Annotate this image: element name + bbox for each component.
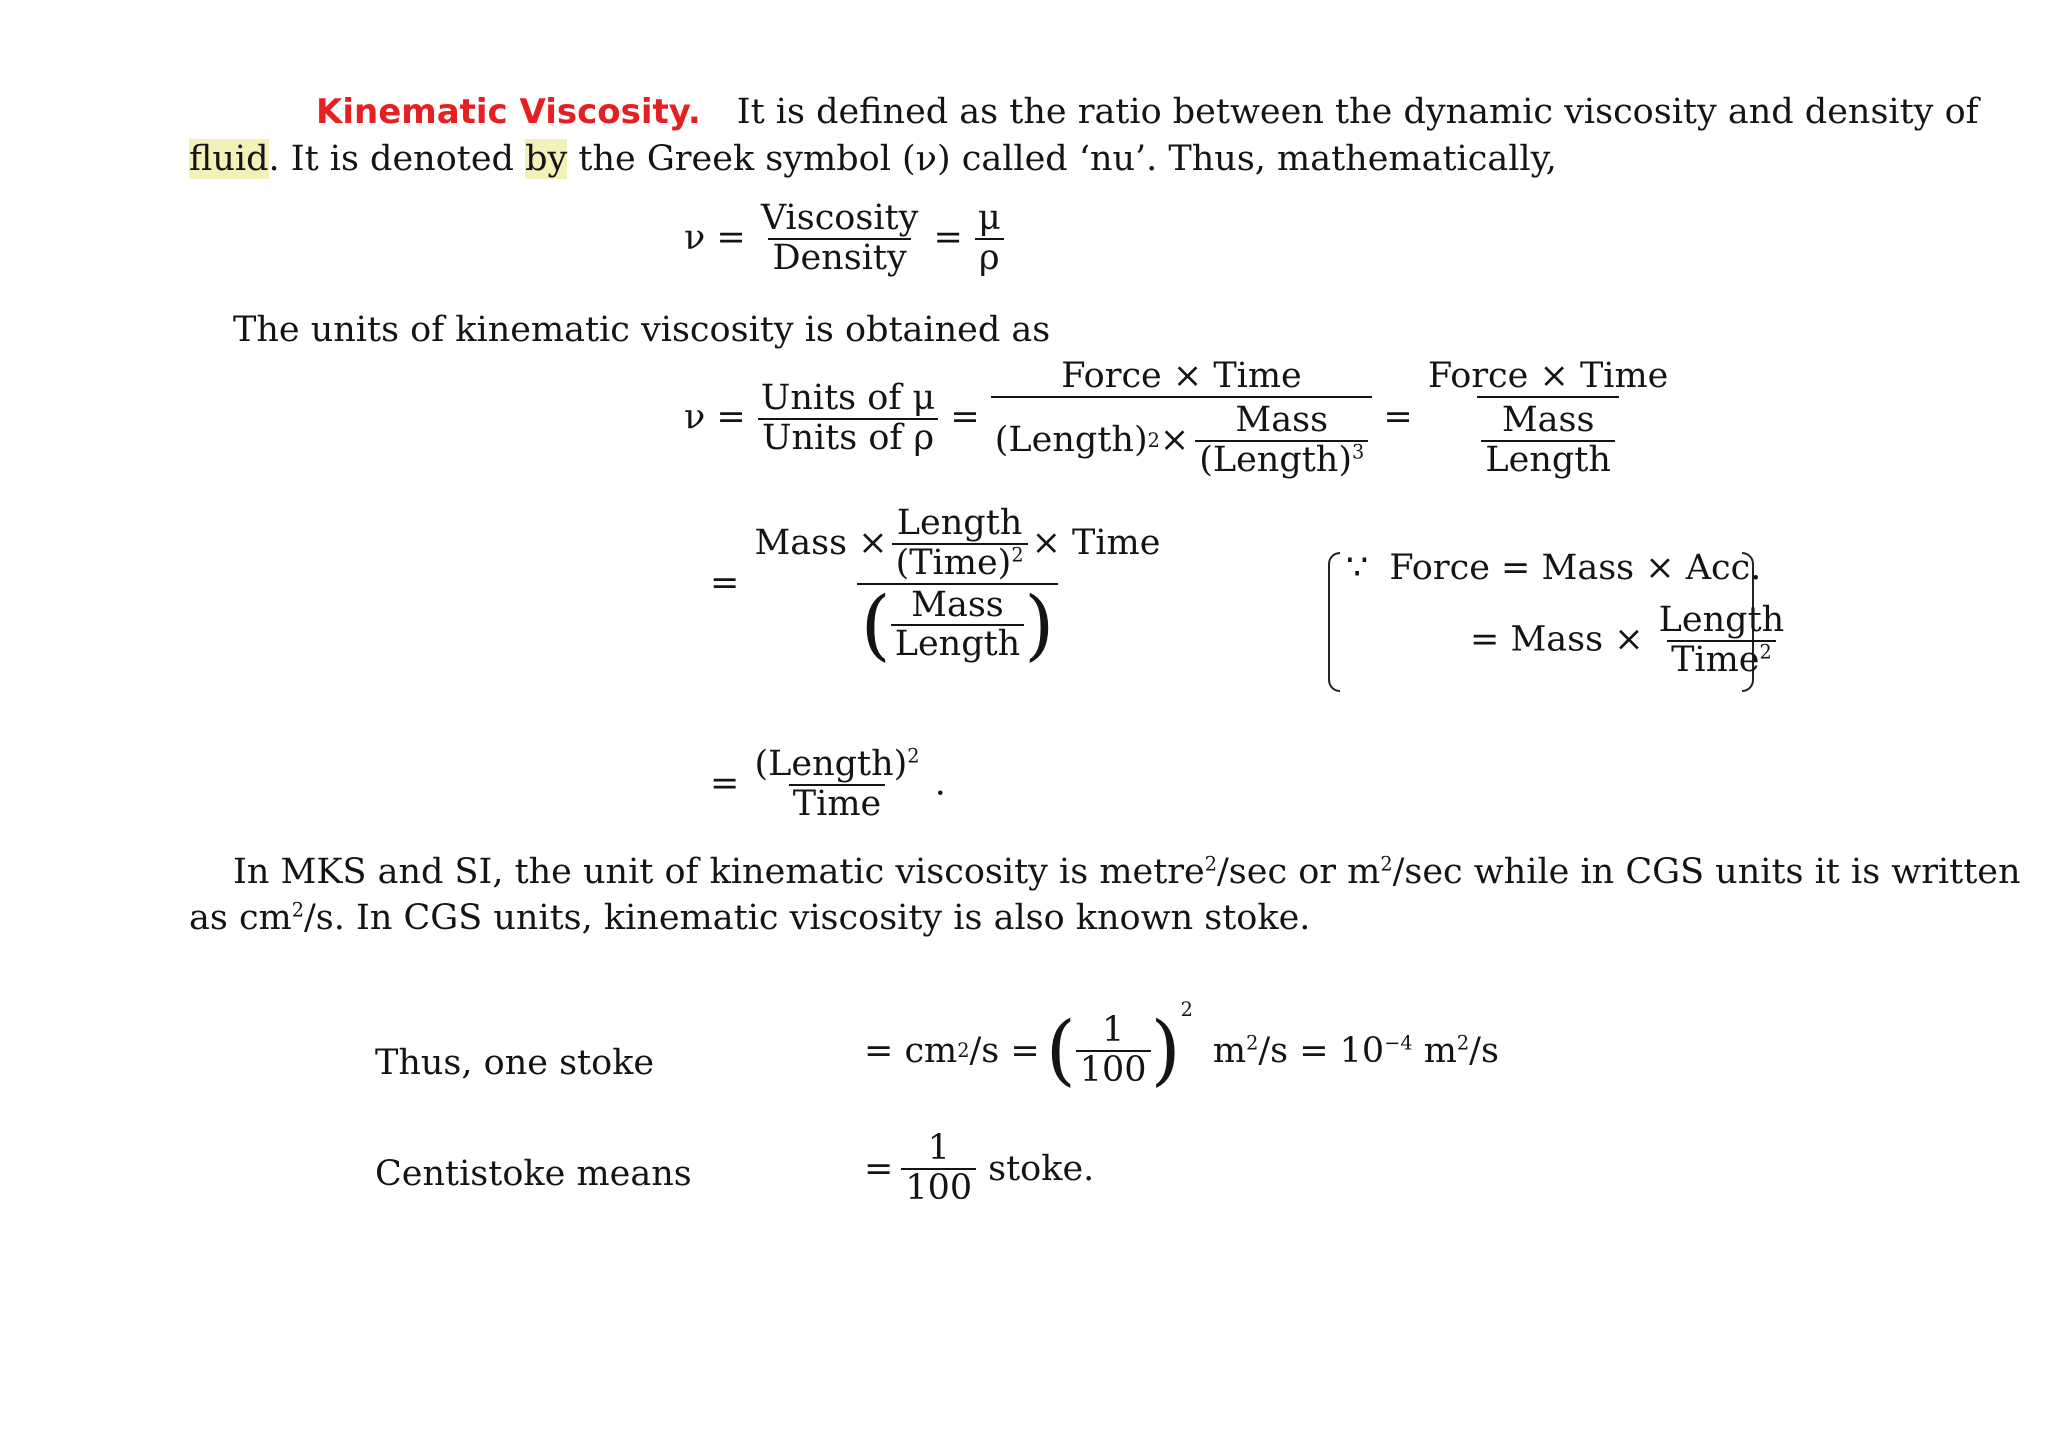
centistoke-label: Centistoke means bbox=[375, 1154, 692, 1194]
intro-text-2b: the Greek symbol (ν) called ‘nu’. Thus, mathematically, bbox=[567, 139, 1557, 179]
equals-sign: = bbox=[710, 763, 740, 804]
fraction-force-time-over-mass-length: $\frac{\text{Force × Time}}{\frac{\text{Mass}}{\text{Length}}}$ bbox=[1427, 356, 1669, 480]
paragraph-line-2: as $cm^2/s$. In CGS units, kinematic viscosity is also known stoke. bbox=[189, 898, 1311, 938]
fraction-mass-over-length-cubed: $\frac{\text{Mass}}{(Length)^3}$ bbox=[1195, 402, 1368, 480]
equals-sign: = bbox=[933, 217, 963, 258]
fraction-length-sq-over-time: $\frac{(Length)^2}{\text{Time}}$ bbox=[754, 744, 920, 824]
equals-sign: = bbox=[1383, 397, 1413, 438]
highlight-fluid: fluid bbox=[189, 139, 269, 179]
equation-units bbox=[684, 358, 1672, 479]
intro-text-1: It is defined as the ratio between the dynamic viscosity and density of bbox=[736, 92, 1979, 132]
equation-result: = $\frac{(Length)^2}{\text{Time}}$ . bbox=[710, 744, 946, 824]
equation-viscosity-ratio bbox=[684, 200, 1005, 278]
stoke-equation: = cm 2 /s = ( $\frac{1}{100}$ ) 2 $m^2/s = 10^{-4}$ $m^2/s$ bbox=[864, 998, 1499, 1096]
nu-lhs-2: ν = bbox=[684, 397, 746, 438]
equation-expanded bbox=[710, 503, 1164, 670]
equals-sign: = bbox=[950, 397, 980, 438]
stoke-label: Thus, one stoke bbox=[375, 1043, 655, 1083]
fraction-one-hundredth-2: $\frac{1}{100}$ bbox=[901, 1130, 976, 1208]
note-line-2: = Mass × $\frac{\text{Length}}{Time^2}$ bbox=[1470, 602, 1788, 680]
fraction-length-time-squared: $\frac{\text{Length}}{Time^2}$ bbox=[1658, 600, 1785, 680]
intro-text-2a: . It is denoted bbox=[268, 139, 526, 179]
paragraph-line-1: In MKS and SI, the unit of kinematic viscosity is metre$^2$/sec or $m^2/\sec$ while in CGS units it is written bbox=[233, 852, 2021, 892]
fraction-mu-rho: $\frac{\mu}{\rho}$ bbox=[974, 200, 1005, 278]
because-symbol: ∵ bbox=[1346, 548, 1369, 588]
note-line-1: ∵ Force = Mass × Acc. bbox=[1346, 548, 1762, 588]
intro-line-1 bbox=[316, 92, 1979, 132]
intro-line-2 bbox=[189, 139, 1557, 179]
equals-sign: = bbox=[710, 563, 740, 604]
fraction-force-time-over-length-mass: Force × Time (Length) 2 × $\frac{\text{Mass}}{(Length)^3}$ bbox=[991, 358, 1372, 479]
nu-lhs: ν = bbox=[684, 217, 746, 258]
centistoke-equation: = $\frac{1}{100}$ stoke. bbox=[864, 1128, 1095, 1208]
section-title: Kinematic Viscosity. bbox=[316, 92, 701, 132]
highlight-by: by bbox=[525, 139, 568, 179]
fraction-one-hundredth: $\frac{1}{100}$ bbox=[1076, 1012, 1151, 1090]
fraction-complex: Mass × $\frac{\text{Length}}{(Time)^2}$ × Time ( $\frac{\text{Mass}}{\text{Length}}$ ) bbox=[754, 503, 1161, 670]
units-intro-text: The units of kinematic viscosity is obtained as bbox=[233, 310, 1051, 350]
brace-left bbox=[1328, 552, 1340, 692]
fraction-viscosity-density: $\frac{\text{Viscosity}}{\text{Density}}$ bbox=[760, 198, 919, 278]
fraction-units-mu-rho: $\frac{\text{Units of μ}}{\text{Units of ρ}}$ bbox=[757, 380, 939, 458]
